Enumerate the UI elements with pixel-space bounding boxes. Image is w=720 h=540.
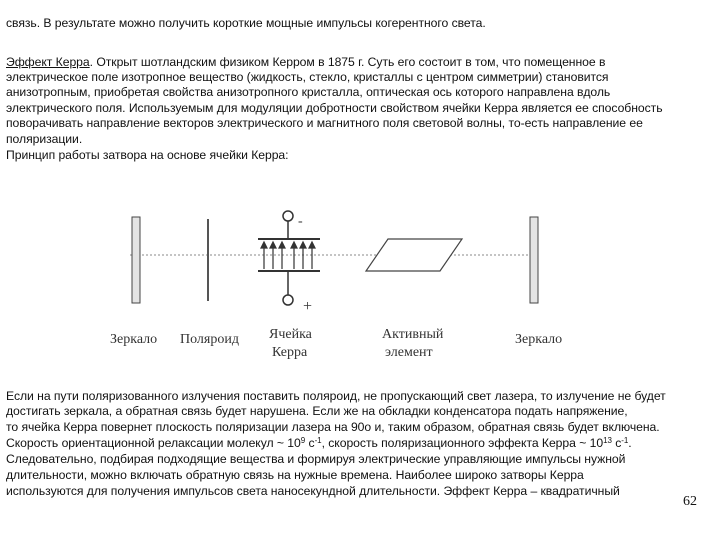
right-mirror (530, 217, 538, 303)
paragraph-text: с (611, 436, 622, 450)
paragraph-text: . Открыт шотландским физиком Керром в 1875 г. Суть его состоит в том, что помещенное в (89, 55, 606, 69)
minus-sign: - (298, 214, 303, 229)
superscript: -1 (314, 436, 322, 445)
kerr-cell-label: Ячейка (269, 327, 312, 342)
active-element-label: Активный (382, 327, 444, 342)
paragraph-text: . (628, 436, 632, 450)
paragraph-line: электрическое поле изотропное вещество (жидкость, стекло, кристаллы с центром симметрии) становится (6, 70, 609, 84)
paragraph-line: поляризации. (6, 132, 83, 146)
superscript: -1 (621, 436, 629, 445)
paragraph-line: анизотропным, приобретая свойства анизотропного кристалла, оптическая ось которого направлена вдоль (6, 85, 611, 99)
active-element-label: элемент (385, 345, 433, 360)
superscript: 9 (300, 436, 306, 445)
kerr-shutter-diagram (0, 205, 720, 375)
active-element (366, 239, 462, 271)
page-number: 62 (683, 494, 697, 509)
paragraph-line: Следовательно, подбирая подходящие вещества и формируя электрические управляющие импульсы нужной (6, 452, 626, 466)
paragraph-line: достигать зеркала, а обратная связь будет нарушена. Если же на обкладки конденсатора подать напряжение, (6, 404, 628, 418)
paragraph-line (6, 436, 632, 451)
kerr-effect-link[interactable]: Эффект Керра (6, 55, 90, 69)
plus-sign: + (303, 298, 313, 315)
right-mirror-label: Зеркало (515, 332, 563, 347)
polaroid-label: Поляроид (180, 332, 239, 347)
paragraph-text: с (305, 436, 315, 450)
paragraph-line (6, 55, 605, 70)
kerr-cell (258, 211, 320, 315)
paragraph-line: электрического поля. Используемым для модуляции добротности свойством ячейки Керра является ее способность (6, 101, 663, 115)
paragraph-line: используются для получения импульсов света наносекундной длительности. Эффект Керра – квадратичный (6, 484, 620, 498)
paragraph-line: длительности, можно включать обратную связь на нужные времена. Наиболее широко затворы Керра (6, 468, 584, 482)
left-mirror (132, 217, 140, 303)
paragraph-line: поворачивать направление векторов электрического и магнитного поля световой волны, то-есть направление ее (6, 116, 643, 130)
kerr-cell-label: Керра (272, 345, 308, 360)
superscript: 13 (603, 436, 612, 445)
paragraph-line: Принцип работы затвора на основе ячейки Керра: (6, 148, 289, 162)
paragraph-line: Если на пути поляризованного излучения поставить поляроид, не пропускающий свет лазера, то излучение не будет (6, 389, 666, 403)
paragraph-line: связь. В результате можно получить короткие мощные импульсы когерентного света. (6, 16, 486, 30)
paragraph-text: , скорость поляризационного эффекта Керра ~ 10 (321, 436, 604, 450)
left-mirror-label: Зеркало (110, 332, 158, 347)
paragraph-text: Скорость ориентационной релаксации молекул ~ 10 (6, 436, 301, 450)
paragraph-line: то ячейка Керра повернет плоскость поляризации лазера на 90о и, таким образом, обратная связь будет включена. (6, 420, 660, 434)
